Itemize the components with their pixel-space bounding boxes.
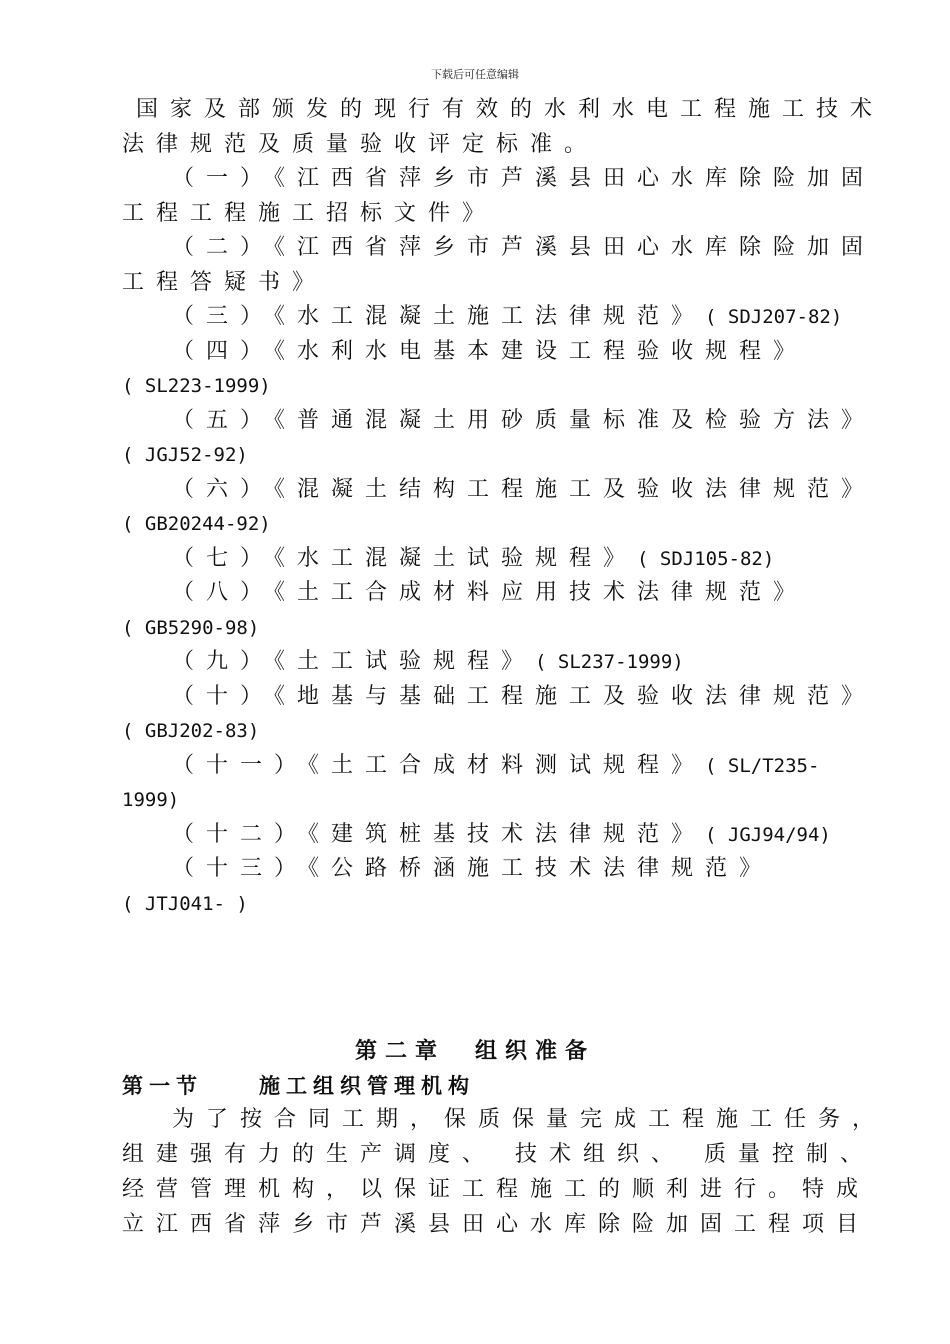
reference-line — [122, 645, 868, 680]
reference-line — [122, 231, 876, 266]
reference-code: 1999) — [122, 789, 180, 811]
reference-line — [122, 473, 876, 508]
section-title: 施工组织管理机构 — [259, 1074, 475, 1098]
body-text — [122, 93, 885, 921]
reference-code: ( JGJ52-92) — [122, 444, 248, 466]
reference-code: ( GB20244-92) — [122, 513, 271, 535]
reference-line — [122, 162, 876, 197]
reference-title: （五）《普通混凝土用砂质量标准及检验方法》 — [172, 407, 876, 433]
reference-code: ( GB5290-98) — [122, 616, 260, 639]
reference-code: ( JTJ041- ) — [122, 892, 248, 915]
reference-code: ( SL223-1999) — [122, 375, 271, 397]
reference-line — [122, 335, 868, 370]
reference-title: （七）《水工混凝土试验规程》 — [172, 545, 638, 571]
reference-line — [122, 852, 868, 887]
paragraph-line: 为了按合同工期，保质保量完成工程施工任务， — [172, 1107, 887, 1132]
reference-title: （十二）《建筑桩基技术法律规范》 — [172, 821, 706, 847]
reference-title: （八）《土工合成材料应用技术法律规范》 — [172, 580, 808, 605]
reference-line — [122, 611, 868, 646]
reference-line — [122, 438, 868, 473]
reference-line — [122, 404, 876, 439]
intro-line-2: 法律规范及质量验收评定标准。 — [122, 131, 599, 157]
reference-list — [122, 162, 876, 921]
reference-code: ( GBJ202-83) — [122, 720, 260, 742]
reference-title: （六）《混凝土结构工程施工及验收法律规范》 — [172, 476, 876, 502]
paragraph-line: 经营管理机构，以保证工程施工的顺利进行。特成 — [122, 1177, 871, 1202]
reference-line — [122, 197, 868, 232]
reference-title: （二）《江西省萍乡市芦溪县田心水库除险加固 — [172, 235, 876, 260]
reference-line — [122, 818, 868, 853]
section-heading — [122, 1070, 475, 1100]
reference-title: （十）《地基与基础工程施工及验收法律规范》 — [172, 683, 876, 709]
reference-line — [122, 576, 868, 611]
paragraph-line: 组建强有力的生产调度、 技术组织、 质量控制、 — [122, 1142, 874, 1167]
reference-line — [122, 887, 868, 922]
reference-title: （一）《江西省萍乡市芦溪县田心水库除险加固 — [172, 166, 876, 191]
reference-line — [122, 369, 868, 404]
reference-code: ( SDJ105-82) — [637, 547, 775, 570]
reference-title: （九）《土工试验规程》 — [172, 649, 536, 674]
reference-title: 工程答疑书》 — [122, 269, 327, 295]
reference-title: （三）《水工混凝土施工法律规范》 — [172, 304, 706, 329]
reference-line — [122, 542, 868, 577]
reference-title: 工程工程施工招标文件》 — [122, 200, 497, 226]
reference-line — [122, 266, 868, 301]
reference-title: （十三）《公路桥涵施工技术法律规范》 — [172, 856, 774, 881]
reference-title: （十一）《土工合成材料测试规程》 — [172, 752, 706, 778]
body-paragraph — [122, 1102, 887, 1242]
intro-line-1: 国家及部颁发的现行有效的水利水电工程施工技术 — [136, 97, 885, 122]
reference-line — [122, 783, 868, 818]
reference-code: ( JGJ94/94) — [705, 823, 831, 846]
paragraph-line: 立江西省萍乡市芦溪县田心水库除险加固工程项目 — [122, 1212, 871, 1237]
reference-code: ( SDJ207-82) — [705, 306, 843, 328]
reference-line — [122, 749, 868, 784]
reference-line — [122, 507, 868, 542]
header-note: 下载后可任意编辑 — [431, 68, 519, 81]
reference-line — [122, 680, 876, 715]
reference-line — [122, 714, 868, 749]
reference-code: ( SL/T235- — [705, 754, 820, 777]
reference-title: （四）《水利水电基本建设工程验收规程》 — [172, 338, 808, 364]
reference-code: ( SL237-1999) — [535, 651, 684, 673]
chapter-title: 第二章 组织准备 — [354, 1039, 595, 1064]
reference-line — [122, 300, 868, 335]
section-number: 第一节 — [122, 1074, 203, 1098]
